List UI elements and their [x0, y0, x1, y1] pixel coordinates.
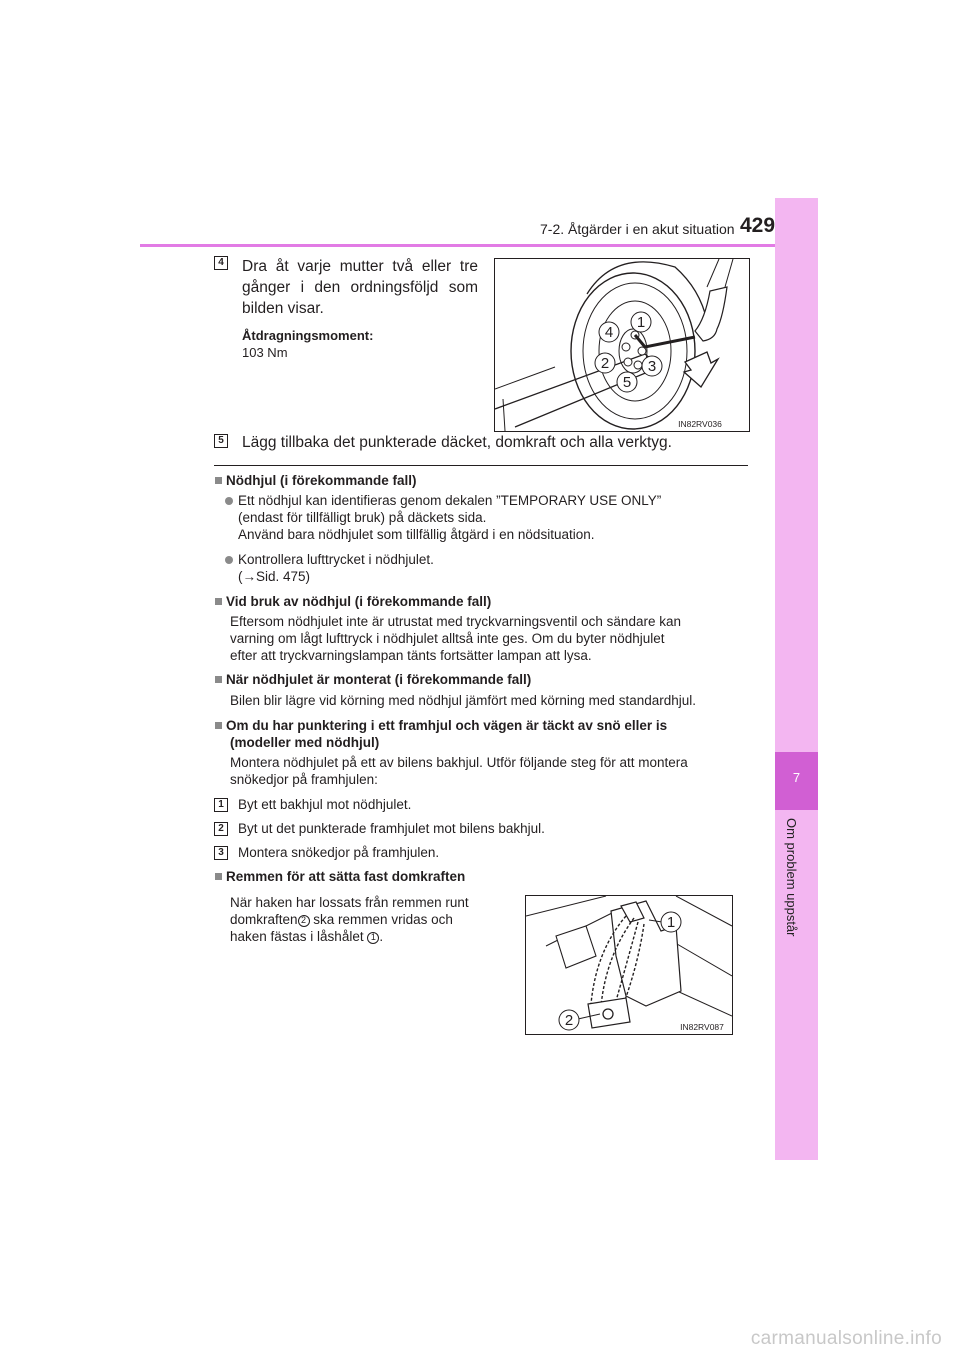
section-heading-spare-wheel: Nödhjul (i förekommande fall) — [226, 473, 417, 488]
step-number-4: 4 — [214, 256, 228, 270]
figure1-label-4: 4 — [604, 324, 614, 341]
section-title: 7-2. Åtgärder i en akut situation — [540, 221, 735, 237]
wheel-nut-illustration — [495, 259, 749, 431]
torque-label: Åtdragningsmoment: — [242, 328, 374, 343]
spare-wheel-identify-line3: Använd bara nödhjulet som tillfällig åtgärd i en nödsituation. — [238, 527, 595, 542]
section-bullet — [215, 873, 222, 880]
section-heading-snow-line2: (modeller med nödhjul) — [230, 735, 380, 750]
check-pressure-text: Kontrollera lufttrycket i nödhjulet. — [238, 552, 434, 567]
spare-wheel-identify-line1: Ett nödhjul kan identifieras genom dekalen ”TEMPORARY USE ONLY” — [238, 493, 662, 508]
page-reference: (→Sid. 475) — [238, 569, 311, 584]
section-heading-spare-use: Vid bruk av nödhjul (i förekommande fall) — [226, 594, 492, 609]
step-number-5: 5 — [214, 434, 228, 448]
spare-use-line1: Eftersom nödhjulet inte är utrustat med tryckvarningsventil och sändare kan — [230, 614, 681, 629]
list-bullet — [225, 497, 233, 505]
section-bullet — [215, 477, 222, 484]
figure1-label-5: 5 — [622, 374, 632, 391]
sub-step-number-2: 2 — [214, 822, 228, 836]
sub-step-number-3: 3 — [214, 846, 228, 860]
watermark: carmanualsonline.info — [750, 1328, 942, 1349]
sub-step-2-text: Byt ut det punkterade framhjulet mot bilens bakhjul. — [238, 821, 545, 836]
jack-strap-line1: När haken har lossats från remmen runt — [230, 895, 469, 910]
list-bullet — [225, 556, 233, 564]
page-number: 429 — [740, 214, 776, 237]
jack-strap-line2: domkraften 2 ska remmen vridas och — [230, 912, 453, 927]
chapter-number: 7 — [792, 770, 801, 785]
chapter-title: Om problem uppstår — [784, 818, 799, 937]
spare-mounted-line1: Bilen blir lägre vid körning med nödhjul jämfört med körning med standardhjul. — [230, 693, 696, 708]
snow-text-line1: Montera nödhjulet på ett av bilens bakhjul. Utför följande steg för att montera — [230, 755, 688, 770]
jack-strap-illustration — [526, 896, 732, 1034]
figure2-code: IN82RV087 — [680, 1022, 724, 1032]
sub-step-number-1: 1 — [214, 798, 228, 812]
spare-use-line2: varning om lågt lufttryck i nödhjulet alltså inte ges. Om du byter nödhjulet — [230, 631, 665, 646]
section-separator — [214, 465, 748, 466]
section-bullet — [215, 676, 222, 683]
figure2-label-2: 2 — [564, 1012, 574, 1029]
sub-step-3-text: Montera snökedjor på framhjulen. — [238, 845, 440, 860]
arrow-icon: → — [242, 569, 256, 584]
section-heading-jack-strap: Remmen för att sätta fast domkraften — [226, 869, 466, 884]
step-5-text: Lägg tillbaka det punkterade däcket, domkraft och alla verktyg. — [242, 434, 672, 451]
torque-value: 103 Nm — [242, 345, 288, 360]
figure2-label-1: 1 — [666, 914, 676, 931]
figure1-label-2: 2 — [600, 355, 610, 372]
jack-strap-figure — [525, 895, 733, 1035]
figure1-label-1: 1 — [636, 314, 646, 331]
ref-callout-1: 1 — [367, 932, 379, 944]
figure1-label-3: 3 — [647, 358, 657, 375]
page-reference-link[interactable]: Sid. 475 — [256, 569, 306, 584]
figure1-code: IN82RV036 — [678, 419, 722, 429]
section-heading-snow-line1: Om du har punktering i ett framhjul och vägen är täckt av snö eller is — [226, 718, 668, 733]
step-4-text: Dra åt varje mutter två eller tre gånger i den ordningsföljd som bilden visar. — [242, 258, 478, 317]
chapter-side-tab — [775, 198, 818, 1160]
section-bullet — [215, 598, 222, 605]
sub-step-1-text: Byt ett bakhjul mot nödhjulet. — [238, 797, 412, 812]
header-rule — [140, 244, 818, 247]
ref-callout-2: 2 — [298, 915, 310, 927]
wheel-nut-figure — [494, 258, 750, 432]
spare-use-line3: efter att tryckvarningslampan tänts fortsätter lampan att lysa. — [230, 648, 592, 663]
section-heading-spare-mounted: När nödhjulet är monterat (i förekommande fall) — [226, 672, 532, 687]
snow-text-line2: snökedjor på framhjulen: — [230, 772, 378, 787]
jack-strap-line3: haken fästas i låshålet 1 . — [230, 929, 384, 944]
spare-wheel-identify-line2: (endast för tillfälligt bruk) på däckets sida. — [238, 510, 487, 525]
section-bullet — [215, 722, 222, 729]
